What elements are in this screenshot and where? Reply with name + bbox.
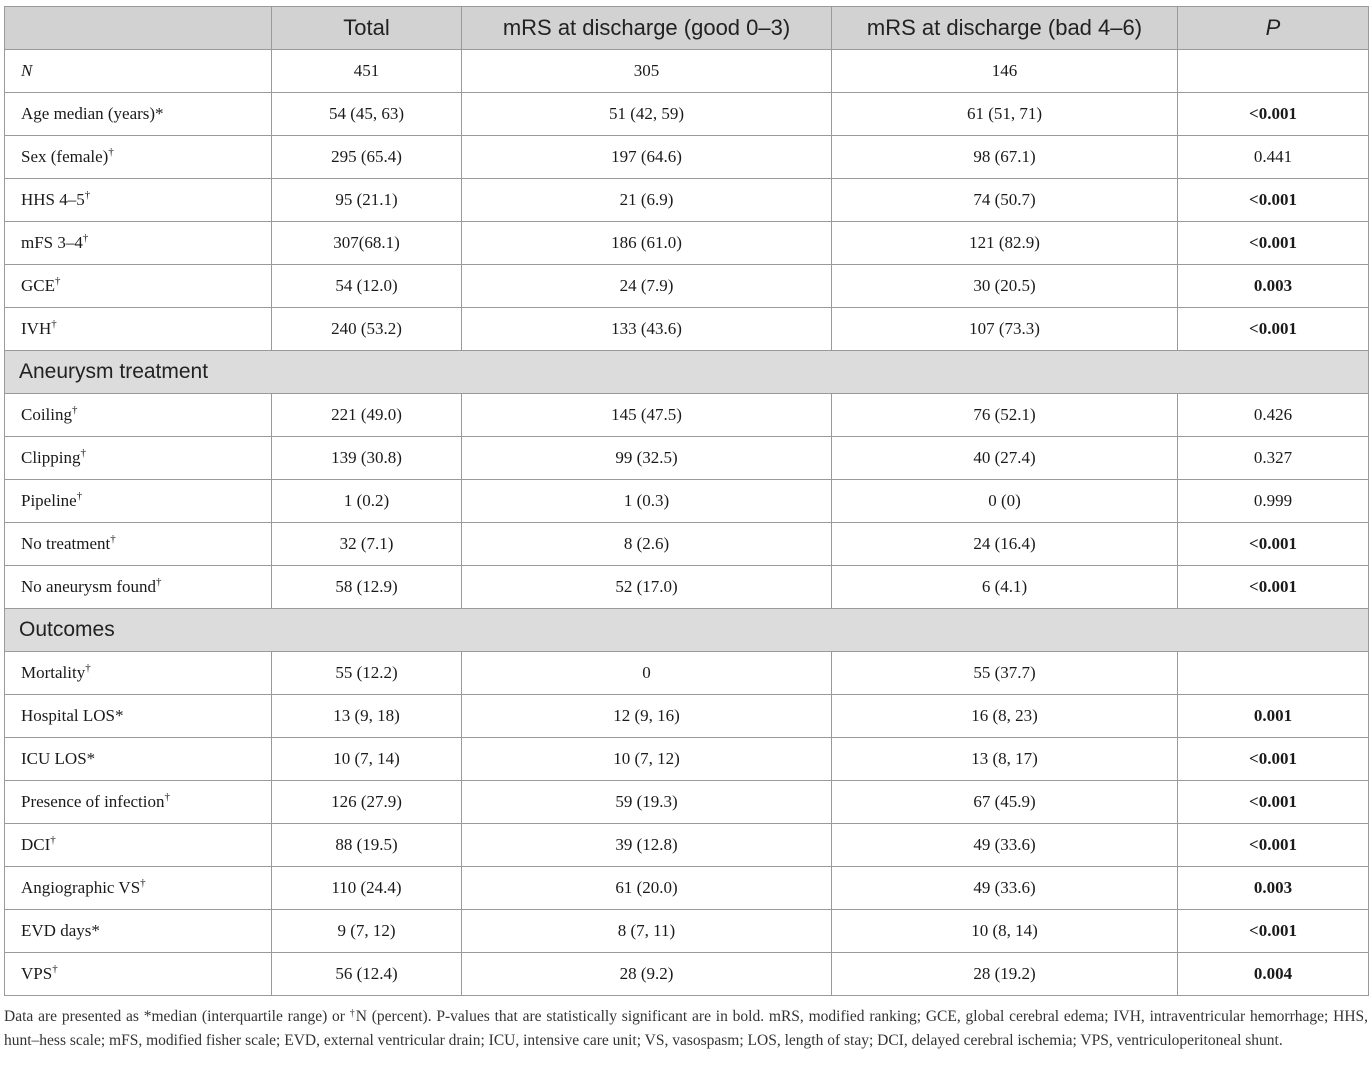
good-cell: 197 (64.6) [462,136,832,179]
p-value-cell: <0.001 [1178,738,1369,781]
row-label [5,824,272,867]
bad-cell: 6 (4.1) [832,566,1178,609]
row-label [5,437,272,480]
header-p: P [1178,7,1369,50]
p-value-cell: <0.001 [1178,566,1369,609]
bad-cell: 30 (20.5) [832,265,1178,308]
total-cell: 13 (9, 18) [272,695,462,738]
bad-cell: 49 (33.6) [832,867,1178,910]
good-cell: 1 (0.3) [462,480,832,523]
p-value-cell: 0.001 [1178,695,1369,738]
row-label-text: VPS [21,964,53,983]
p-value-cell: 0.999 [1178,480,1369,523]
bad-cell: 61 (51, 71) [832,93,1178,136]
row-label [5,523,272,566]
dagger-mark: † [76,490,83,502]
good-cell: 21 (6.9) [462,179,832,222]
row-label-text: IVH [21,319,52,338]
dagger-mark: † [55,275,61,287]
bad-cell: 107 (73.3) [832,308,1178,351]
row-label-text: Pipeline [21,491,77,510]
good-cell: 0 [462,652,832,695]
row-label-text: Presence of infection [21,792,165,811]
footnote-dagger: † [349,1008,356,1019]
total-cell: 139 (30.8) [272,437,462,480]
total-cell: 54 (45, 63) [272,93,462,136]
row-label [5,652,272,695]
table-row [5,910,1369,953]
row-label [5,265,272,308]
total-cell: 307(68.1) [272,222,462,265]
header-total: Total [272,7,462,50]
table-row [5,179,1369,222]
p-value-cell: <0.001 [1178,910,1369,953]
total-cell: 295 (65.4) [272,136,462,179]
section-aneurysm-treatment [5,351,1369,394]
p-value-cell: 0.003 [1178,867,1369,910]
good-cell: 186 (61.0) [462,222,832,265]
table-row [5,93,1369,136]
section-outcomes [5,609,1369,652]
good-cell: 39 (12.8) [462,824,832,867]
dagger-mark: † [80,447,87,459]
bad-cell: 49 (33.6) [832,824,1178,867]
good-cell: 59 (19.3) [462,781,832,824]
total-cell: 88 (19.5) [272,824,462,867]
row-label [5,308,272,351]
row-label [5,738,272,781]
dagger-mark: † [50,834,56,846]
row-label [5,93,272,136]
header-good: mRS at discharge (good 0–3) [462,7,832,50]
p-value-cell: <0.001 [1178,523,1369,566]
row-label-text: Angiographic VS [21,878,141,897]
dagger-mark: † [110,533,116,545]
table-row [5,824,1369,867]
total-cell: 240 (53.2) [272,308,462,351]
dagger-mark: † [84,189,91,201]
row-label-text: GCE [21,276,55,295]
header-blank [5,7,272,50]
p-value-cell: 0.004 [1178,953,1369,996]
row-label-text: No aneurysm found [21,577,157,596]
header-row [5,7,1369,50]
bad-cell: 76 (52.1) [832,394,1178,437]
p-value-cell: <0.001 [1178,781,1369,824]
row-label-text: ICU LOS* [21,749,96,768]
row-label [5,179,272,222]
dagger-mark: † [108,146,114,158]
bad-cell: 16 (8, 23) [832,695,1178,738]
section-title: Outcomes [5,609,1369,652]
dagger-mark: † [156,576,162,588]
table-row [5,695,1369,738]
table-body [5,50,1369,996]
good-cell: 12 (9, 16) [462,695,832,738]
header-bad: mRS at discharge (bad 4–6) [832,7,1178,50]
p-value-cell: 0.426 [1178,394,1369,437]
good-cell: 28 (9.2) [462,953,832,996]
p-value-cell: <0.001 [1178,824,1369,867]
total-cell: 58 (12.9) [272,566,462,609]
dagger-mark: † [164,791,170,803]
total-cell: 32 (7.1) [272,523,462,566]
row-label-text: Coiling [21,405,73,424]
row-label-text: Sex (female) [21,147,109,166]
row-label [5,480,272,523]
total-cell: 126 (27.9) [272,781,462,824]
total-cell: 56 (12.4) [272,953,462,996]
bad-cell: 121 (82.9) [832,222,1178,265]
total-cell: 10 (7, 14) [272,738,462,781]
p-value-cell: <0.001 [1178,179,1369,222]
row-label-text: No treatment [21,534,111,553]
table-row [5,308,1369,351]
bad-cell: 24 (16.4) [832,523,1178,566]
row-label-text: Age median (years)* [21,104,164,123]
row-label [5,695,272,738]
table-row [5,867,1369,910]
good-cell: 305 [462,50,832,93]
total-cell: 54 (12.0) [272,265,462,308]
row-label [5,910,272,953]
p-value-cell: 0.441 [1178,136,1369,179]
table-row [5,437,1369,480]
row-label-text: Hospital LOS* [21,706,124,725]
row-label-text: EVD days* [21,921,100,940]
good-cell: 51 (42, 59) [462,93,832,136]
row-label-text: Mortality [21,663,86,682]
table-row [5,566,1369,609]
p-value-cell: 0.003 [1178,265,1369,308]
bad-cell: 74 (50.7) [832,179,1178,222]
bad-cell: 13 (8, 17) [832,738,1178,781]
row-label [5,867,272,910]
table-footnote [4,1005,1368,1053]
bad-cell: 28 (19.2) [832,953,1178,996]
total-cell: 9 (7, 12) [272,910,462,953]
section-title: Aneurysm treatment [5,351,1369,394]
results-table [4,6,1369,996]
row-label-text: HHS 4–5 [21,190,85,209]
row-label-text: mFS 3–4 [21,233,83,252]
total-cell: 221 (49.0) [272,394,462,437]
footnote-text-1: Data are presented as *median (interquartile range) or [4,1008,350,1025]
bad-cell: 0 (0) [832,480,1178,523]
table-row [5,953,1369,996]
good-cell: 24 (7.9) [462,265,832,308]
good-cell: 61 (20.0) [462,867,832,910]
row-label [5,953,272,996]
table-row [5,394,1369,437]
row-label [5,781,272,824]
p-value-cell: <0.001 [1178,308,1369,351]
table-row [5,480,1369,523]
p-value-cell: <0.001 [1178,222,1369,265]
dagger-mark: † [140,877,146,889]
table-row [5,781,1369,824]
row-label [5,394,272,437]
total-cell: 95 (21.1) [272,179,462,222]
table-row [5,50,1369,93]
dagger-mark: † [52,963,58,975]
good-cell: 8 (7, 11) [462,910,832,953]
table-row [5,523,1369,566]
footnote-text-2: N (percent). P-values that are statistically significant are in bold. mRS, modified ranking; GCE, global cerebral edema; IVH, intraventricular hemorrhage; HHS, hunt–hess scale; mFS, modified fisher scale; EVD, external ventricular drain; ICU, intensive care unit; VS, vasospasm; LOS, length of stay; DCI, delayed cerebral ischemia; VPS, ventriculoperitoneal shunt. [4,1008,1369,1049]
p-value-cell: <0.001 [1178,93,1369,136]
bad-cell: 146 [832,50,1178,93]
dagger-mark: † [82,232,89,244]
bad-cell: 55 (37.7) [832,652,1178,695]
table-row [5,222,1369,265]
bad-cell: 67 (45.9) [832,781,1178,824]
p-value-cell [1178,652,1369,695]
row-label [5,222,272,265]
total-cell: 110 (24.4) [272,867,462,910]
table-row [5,738,1369,781]
row-label [5,566,272,609]
row-label-text: DCI [21,835,51,854]
table-row [5,136,1369,179]
dagger-mark: † [51,318,57,330]
total-cell: 451 [272,50,462,93]
good-cell: 8 (2.6) [462,523,832,566]
row-label [5,50,272,93]
good-cell: 99 (32.5) [462,437,832,480]
good-cell: 133 (43.6) [462,308,832,351]
good-cell: 52 (17.0) [462,566,832,609]
total-cell: 1 (0.2) [272,480,462,523]
row-label [5,136,272,179]
good-cell: 145 (47.5) [462,394,832,437]
row-label-text: N [21,61,33,80]
row-label-text: Clipping [21,448,81,467]
bad-cell: 40 (27.4) [832,437,1178,480]
bad-cell: 98 (67.1) [832,136,1178,179]
good-cell: 10 (7, 12) [462,738,832,781]
p-value-cell [1178,50,1369,93]
table-row [5,265,1369,308]
total-cell: 55 (12.2) [272,652,462,695]
p-value-cell: 0.327 [1178,437,1369,480]
table-row [5,652,1369,695]
dagger-mark: † [72,404,78,416]
bad-cell: 10 (8, 14) [832,910,1178,953]
dagger-mark: † [85,662,91,674]
